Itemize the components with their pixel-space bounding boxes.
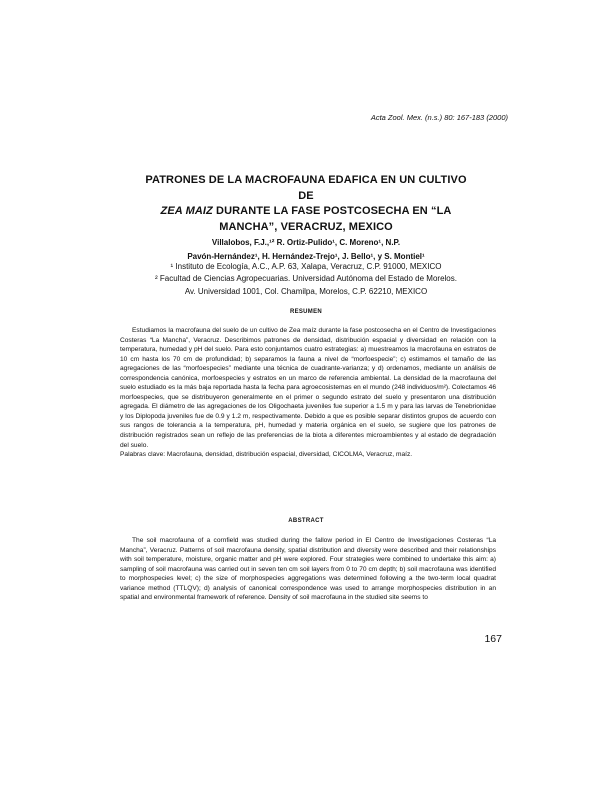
title-line-3: MANCHA”, VERACRUZ, MEXICO <box>219 220 393 233</box>
abstract-body: The soil macrofauna of a cornfield was studied during the fallow period in El Centro de Investigaciones Costeras “La Mancha”, Veracruz. Patterns of soil macrofauna density, spatial distribution and diversity were described and their relationships with soil temperature, moisture, organic matter and pH were explored. Four strategies were combined to undertake this aim: a) sampling of soil macrofauna was carried out in seven ten cm soil layers from 0 to 70 cm depth; b) soil macrofauna was identified to morphospecies level; c) the size of morphospecies aggregations was determined following a the two-term local quadrat variance method (TTLQV); d) analysis of canonical correspondence was used to arrange morphospecies distribution in an spatial and environmental framework of reference. Density of soil macrofauna in the studied site seems to <box>120 537 496 602</box>
affiliation-2 <box>120 273 492 285</box>
title-line-1: PATRONES DE LA MACROFAUNA EDAFICA EN UN CULTIVO DE <box>145 174 467 202</box>
affiliation-1 <box>120 261 492 273</box>
authors-line-2: Pavón-Hernández¹, H. Hernández-Trejo¹, J. Bello¹, y S. Montiel¹ <box>187 252 425 261</box>
affiliation-3: Av. Universidad 1001, Col. Chamilpa, Morelos, C.P. 62210, MEXICO <box>184 286 428 296</box>
resumen-keywords: Palabras clave: Macrofauna, densidad, distribución espacial, diversidad, CICOLMA, Veracruz, maíz. <box>120 451 413 459</box>
title-line-2 <box>140 204 472 220</box>
authors-line-1: Villalobos, F.J.,¹² R. Ortiz-Pulido¹, C. Moreno¹, N.P. <box>211 238 401 247</box>
paper-title <box>140 173 472 235</box>
resumen-section <box>120 326 496 460</box>
affiliation-1-text: Instituto de Ecología, A.C., A.P. 63, Xalapa, Veracruz, C.P. 91000, MEXICO <box>173 262 442 271</box>
affiliation-1-mark: ¹ <box>170 262 174 271</box>
title-species: ZEA MAIZ <box>160 205 213 217</box>
title-line-2-rest: DURANTE LA FASE POSTCOSECHA EN “LA <box>212 205 452 217</box>
resumen-heading: RESUMEN <box>289 309 323 315</box>
resumen-body: Estudiamos la macrofauna del suelo de un cultivo de Zea maíz durante la fase postcosecha en el Centro de Investigaciones Costeras “La Mancha”, Veracruz. Describimos patrones de densidad, distribución espacial y diversidad en relación con la temperatura, humedad y pH del suelo. Para esto conjuntamos cuatro estrategias: a) muestreamos la macrofauna en estratos de 10 cm hasta los 70 cm de profundidad; b) separamos la fauna a nivel de “morfoespecie”; c) estimamos el tamaño de las agregaciones de las “morfoespecies” mediante una técnica de cuadrante-varianza; y d) ordenamos, mediante un análisis de correspondencia canónica, morfoespecies y estratos en un marco de referencia ambiental. La densidad de la macrofauna del suelo estudiado es la más baja reportada hasta la fecha para agroecosistemas en el mundo (248 individuos/m²). Colectamos 46 morfoespecies, que se distribuyeron generalmente en el primer o segundo estrato del suelo y presentaron una distribución agregada. El diámetro de las agregaciones de los Oligochaeta juveniles fue superior a 1.5 m y para las larvas de Tenebrionidae y los Diplopoda juveniles fue de 0.9 y 1.2 m, respectivamente. Debido a que es posible separar distintos grupos de acuerdo con sus rangos de tolerancia a la temperatura, pH, humedad y materia orgánica en el suelo, se sugiere que los patrones de distribución registrados sean un reflejo de las preferencias de la biota a diferentes microambientes y al estado de degradación del suelo. <box>120 327 496 449</box>
page-number: 167 <box>484 633 502 645</box>
abstract-section <box>120 536 496 603</box>
affiliation-2-text: Facultad de Ciencias Agropecuarias. Universidad Autónoma del Estado de Morelos. <box>157 274 457 284</box>
affiliation-2-mark: ² <box>155 274 158 284</box>
journal-reference: Acta Zool. Mex. (n.s.) 80: 167-183 (2000) <box>370 113 508 122</box>
abstract-heading: ABSTRACT <box>288 518 324 524</box>
author-list <box>120 236 492 264</box>
affiliations <box>120 261 492 298</box>
